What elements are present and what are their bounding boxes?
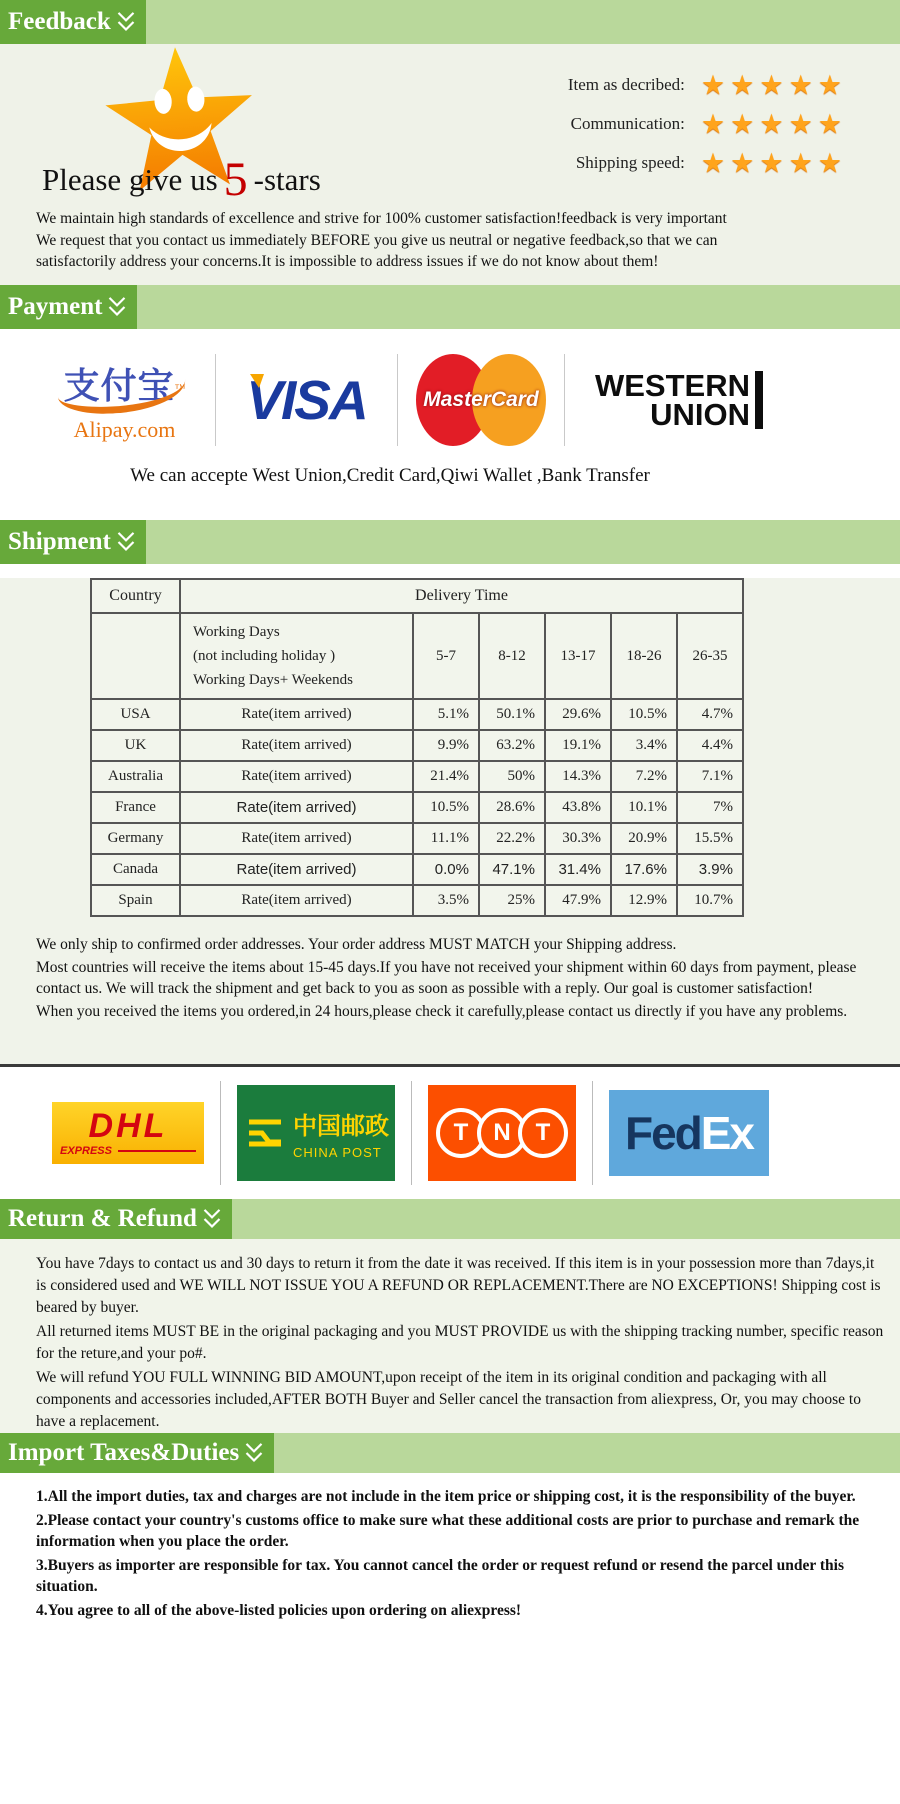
return-refund-header-bar: [0, 1199, 900, 1239]
star-icon: ★: [730, 108, 755, 140]
rating-label: Shipping speed:: [575, 153, 685, 172]
rate-value-cell: 20.9%: [611, 823, 677, 854]
rate-value-cell: 10.7%: [677, 885, 743, 916]
visa-wedge: [250, 374, 264, 388]
dhl-express-text: EXPRESS: [60, 1145, 112, 1157]
payment-section: [0, 349, 900, 520]
rate-value-cell: 9.9%: [413, 730, 479, 761]
feedback-header: [0, 0, 146, 44]
table-row: [91, 792, 743, 823]
dhl-express-row: [60, 1145, 196, 1157]
day-range-cell: 18-26: [611, 613, 677, 699]
double-chevron-down-icon: [116, 529, 136, 555]
china-post-emblem-icon: [245, 1113, 285, 1153]
item-text: All the import duties, tax and charges are not include in the item price or shipping cost, it is the responsibility of the buyer.: [47, 1488, 856, 1505]
rate-value-cell: 10.5%: [413, 792, 479, 823]
tnt-letter-circle: N: [477, 1108, 527, 1158]
alipay-swoosh: [57, 376, 187, 416]
table-row: [91, 699, 743, 730]
working-days-line: (not including holiday ): [193, 648, 336, 664]
trademark-symbol: ™: [174, 382, 186, 395]
vertical-divider: [411, 1081, 412, 1185]
five-star-rating: [700, 69, 842, 101]
rate-label-cell: Rate(item arrived): [180, 885, 413, 916]
rate-value-cell: 63.2%: [479, 730, 545, 761]
five-star-rating: [700, 147, 842, 179]
mastercard-text: MasterCard: [423, 388, 539, 411]
plea-prefix: Please give us: [42, 162, 218, 197]
feedback-paragraph-line: We request that you contact us immediately BEFORE you give us neutral or negative feedback,so that we can: [36, 231, 718, 249]
rate-value-cell: 30.3%: [545, 823, 611, 854]
star-icon: ★: [788, 69, 813, 101]
country-cell: UK: [91, 730, 180, 761]
rate-value-cell: 12.9%: [611, 885, 677, 916]
working-days-cell: [180, 613, 413, 699]
delivery-time-header-cell: Delivery Time: [180, 579, 743, 613]
payment-header-bar: [0, 285, 900, 329]
vertical-divider: [564, 354, 565, 446]
return-refund-section: [0, 1239, 900, 1433]
feedback-header-bar: [0, 0, 900, 44]
shipment-header-label: Shipment: [8, 528, 111, 555]
rate-label-cell: Rate(item arrived): [180, 730, 413, 761]
china-post-text-block: [293, 1106, 389, 1160]
list-item: [36, 1486, 892, 1507]
shipment-header-bar: [0, 520, 900, 564]
return-refund-header: [0, 1199, 232, 1239]
rate-label-cell: Rate(item arrived): [180, 823, 413, 854]
empty-cell: [91, 613, 180, 699]
double-chevron-down-icon: [107, 294, 127, 320]
import-taxes-list: [0, 1473, 892, 1621]
shipment-section: [0, 578, 900, 1064]
rate-label-cell: Rate(item arrived): [180, 761, 413, 792]
star-icon: ★: [817, 147, 842, 179]
day-range-cell: 26-35: [677, 613, 743, 699]
dhl-logo: [52, 1102, 204, 1164]
item-text: Please contact your country's customs office to make sure what these additional costs are prior to purchase and remark the information when you place the order.: [36, 1512, 860, 1550]
country-cell: Spain: [91, 885, 180, 916]
return-refund-paragraph: All returned items MUST BE in the original packaging and you MUST PROVIDE us with the shipping tracking number, specific reason for the reture,and your po#.: [36, 1323, 884, 1362]
rate-value-cell: 7%: [677, 792, 743, 823]
fedex-text: [625, 1106, 753, 1160]
rate-value-cell: 14.3%: [545, 761, 611, 792]
table-row: [91, 761, 743, 792]
rate-value-cell: 3.5%: [413, 885, 479, 916]
visa-text: VISA: [246, 369, 367, 431]
star-icon: ★: [700, 69, 726, 101]
payment-note: We can accepte West Union,Credit Card,Qiwi Wallet ,Bank Transfer: [130, 465, 650, 486]
visa-logo: [234, 368, 379, 432]
table-row: [91, 823, 743, 854]
country-cell: USA: [91, 699, 180, 730]
rate-value-cell: 29.6%: [545, 699, 611, 730]
shipment-header: [0, 520, 146, 564]
rate-value-cell: 4.7%: [677, 699, 743, 730]
rating-row-item-as-described: [568, 70, 842, 100]
delivery-time-table: [90, 578, 744, 917]
payment-header: [0, 285, 137, 329]
rate-value-cell: 19.1%: [545, 730, 611, 761]
courier-logos-row: [0, 1067, 900, 1199]
return-refund-paragraph: You have 7days to contact us and 30 days to return it from the date it was received. If this item is in your possession more than 7days,it is considered used and WE WILL NOT ISSUE YOU A REFUND OR REPLACEMENT.There are NO EXCEPTIONS! Shipping cost is beared by buyer.: [36, 1255, 881, 1316]
rate-value-cell: 22.2%: [479, 823, 545, 854]
dhl-red-line: [118, 1150, 196, 1152]
vertical-divider: [592, 1081, 593, 1185]
star-icon: ★: [700, 147, 726, 179]
double-chevron-down-icon: [116, 9, 136, 35]
shipment-paragraph: Most countries will receive the items about 15-45 days.If you have not received your shipment within 60 days from payment, please contact us. We will track the shipment and get back to you as soon as possible with a reply. Our goal is customer satisfaction!: [36, 958, 857, 997]
alipay-site-text: Alipay.com: [73, 416, 176, 442]
import-taxes-header-label: Import Taxes&Duties: [8, 1439, 240, 1466]
tnt-letter-circle: T: [518, 1108, 568, 1158]
rating-label: Communication:: [570, 114, 685, 133]
rating-row-communication: [568, 109, 842, 139]
day-range-cell: 13-17: [545, 613, 611, 699]
rate-value-cell: 50%: [479, 761, 545, 792]
rate-value-cell: 7.2%: [611, 761, 677, 792]
return-refund-paragraph: We will refund YOU FULL WINNING BID AMOUNT,upon receipt of the item in its original condition and packaging with all components and accessories included,AFTER BOTH Buyer and Seller cancel the transaction from aliexpress, Or, you may choose to have a replacement.: [36, 1369, 861, 1430]
return-refund-header-label: Return & Refund: [8, 1205, 197, 1232]
star-icon: ★: [788, 147, 813, 179]
china-post-en-text: CHINA POST: [293, 1145, 382, 1160]
rate-label-cell: Rate(item arrived): [180, 792, 413, 823]
rate-value-cell: 15.5%: [677, 823, 743, 854]
vertical-divider: [397, 354, 398, 446]
rate-value-cell: 50.1%: [479, 699, 545, 730]
star-icon: ★: [817, 69, 842, 101]
feedback-paragraph-line: We maintain high standards of excellence and strive for 100% customer satisfaction!feedback is very important: [36, 210, 727, 227]
rate-value-cell: 5.1%: [413, 699, 479, 730]
alipay-logo: [52, 358, 197, 443]
rate-value-cell: 21.4%: [413, 761, 479, 792]
plea-text: [42, 152, 321, 207]
western-text: WESTERN: [595, 368, 750, 403]
return-refund-paragraphs: [0, 1239, 884, 1433]
rate-value-cell: 3.9%: [677, 854, 743, 885]
table-subheader-row: [91, 613, 743, 699]
western-union-logo: [595, 368, 763, 432]
shipment-paragraph: We only ship to confirmed order addresses. Your order address MUST MATCH your Shipping address.: [36, 936, 677, 953]
rate-value-cell: 17.6%: [611, 854, 677, 885]
fedex-fed-text: Fed: [624, 1107, 701, 1159]
rate-value-cell: 3.4%: [611, 730, 677, 761]
double-chevron-down-icon: [244, 1440, 264, 1466]
country-cell: France: [91, 792, 180, 823]
item-number: 4.: [36, 1602, 48, 1619]
union-text: UNION: [650, 397, 750, 432]
star-icon: ★: [730, 69, 755, 101]
tnt-logo: [428, 1085, 576, 1181]
fedex-logo: [609, 1090, 769, 1176]
item-number: 1.: [36, 1488, 48, 1505]
five-star-rating: [700, 108, 842, 140]
rate-value-cell: 28.6%: [479, 792, 545, 823]
list-item: [36, 1600, 892, 1621]
list-item: [36, 1555, 892, 1597]
feedback-paragraph: [36, 208, 881, 273]
rate-value-cell: 47.9%: [545, 885, 611, 916]
dhl-text: DHL: [88, 1107, 168, 1145]
rate-value-cell: 7.1%: [677, 761, 743, 792]
country-header-cell: Country: [91, 579, 180, 613]
plea-number: 5: [223, 153, 248, 206]
list-item: [36, 1510, 892, 1552]
mastercard-logo: [416, 354, 546, 446]
rate-value-cell: 10.5%: [611, 699, 677, 730]
rate-value-cell: 25%: [479, 885, 545, 916]
rate-value-cell: 10.1%: [611, 792, 677, 823]
country-cell: Australia: [91, 761, 180, 792]
star-icon: ★: [788, 108, 813, 140]
tnt-letter-circle: T: [436, 1108, 486, 1158]
table-row: [91, 885, 743, 916]
rate-value-cell: 47.1%: [479, 854, 545, 885]
shipment-paragraphs: [36, 934, 884, 1022]
rate-value-cell: 11.1%: [413, 823, 479, 854]
day-range-cell: 8-12: [479, 613, 545, 699]
china-post-logo: [237, 1085, 395, 1181]
rating-label: Item as decribed:: [567, 75, 685, 94]
item-text: You agree to all of the above-listed policies upon ordering on aliexpress!: [47, 1602, 522, 1619]
import-taxes-header: [0, 1433, 274, 1473]
payment-logos-row: [52, 349, 900, 451]
double-chevron-down-icon: [202, 1206, 222, 1232]
feedback-header-label: Feedback: [8, 8, 111, 35]
import-taxes-section: [0, 1473, 900, 1804]
star-icon: ★: [759, 108, 784, 140]
shipment-paragraph: When you received the items you ordered,in 24 hours,please check it carefully,please contact us directly if you have any problems.: [36, 1002, 848, 1020]
rate-label-cell: Rate(item arrived): [180, 699, 413, 730]
feedback-paragraph-line: satisfactorily address your concerns.It is impossible to address issues if we do not know about them!: [36, 253, 659, 270]
item-number: 3.: [36, 1557, 48, 1574]
payment-header-label: Payment: [8, 293, 103, 320]
table-row: [91, 730, 743, 761]
rate-label-cell: Rate(item arrived): [180, 854, 413, 885]
rate-value-cell: 4.4%: [677, 730, 743, 761]
star-icon: ★: [759, 147, 784, 179]
working-days-line: Working Days+ Weekends: [193, 672, 353, 688]
rating-row-shipping-speed: [568, 148, 842, 178]
china-post-cn-text: 中国邮政: [293, 1112, 389, 1140]
star-icon: ★: [700, 108, 726, 140]
rate-value-cell: 0.0%: [413, 854, 479, 885]
star-icon: ★: [817, 108, 842, 140]
item-number: 2.: [36, 1512, 48, 1529]
rating-rows: [568, 70, 842, 187]
import-taxes-header-bar: [0, 1433, 900, 1473]
working-days-line: Working Days: [193, 624, 280, 640]
vertical-divider: [215, 354, 216, 446]
alipay-cn-text: 支付宝: [63, 365, 175, 407]
star-icon: ★: [730, 147, 755, 179]
vertical-divider: [220, 1081, 221, 1185]
day-range-cell: 5-7: [413, 613, 479, 699]
item-text: Buyers as importer are responsible for tax. You cannot cancel the order or request refund or resend the parcel under this situation.: [36, 1557, 844, 1595]
rate-value-cell: 31.4%: [545, 854, 611, 885]
table-header-row: [91, 579, 743, 613]
rate-value-cell: 43.8%: [545, 792, 611, 823]
fedex-ex-text: Ex: [700, 1107, 754, 1159]
star-icon: ★: [759, 69, 784, 101]
country-cell: Canada: [91, 854, 180, 885]
feedback-section: [0, 44, 900, 285]
country-cell: Germany: [91, 823, 180, 854]
plea-suffix: -stars: [253, 162, 321, 197]
table-row: [91, 854, 743, 885]
